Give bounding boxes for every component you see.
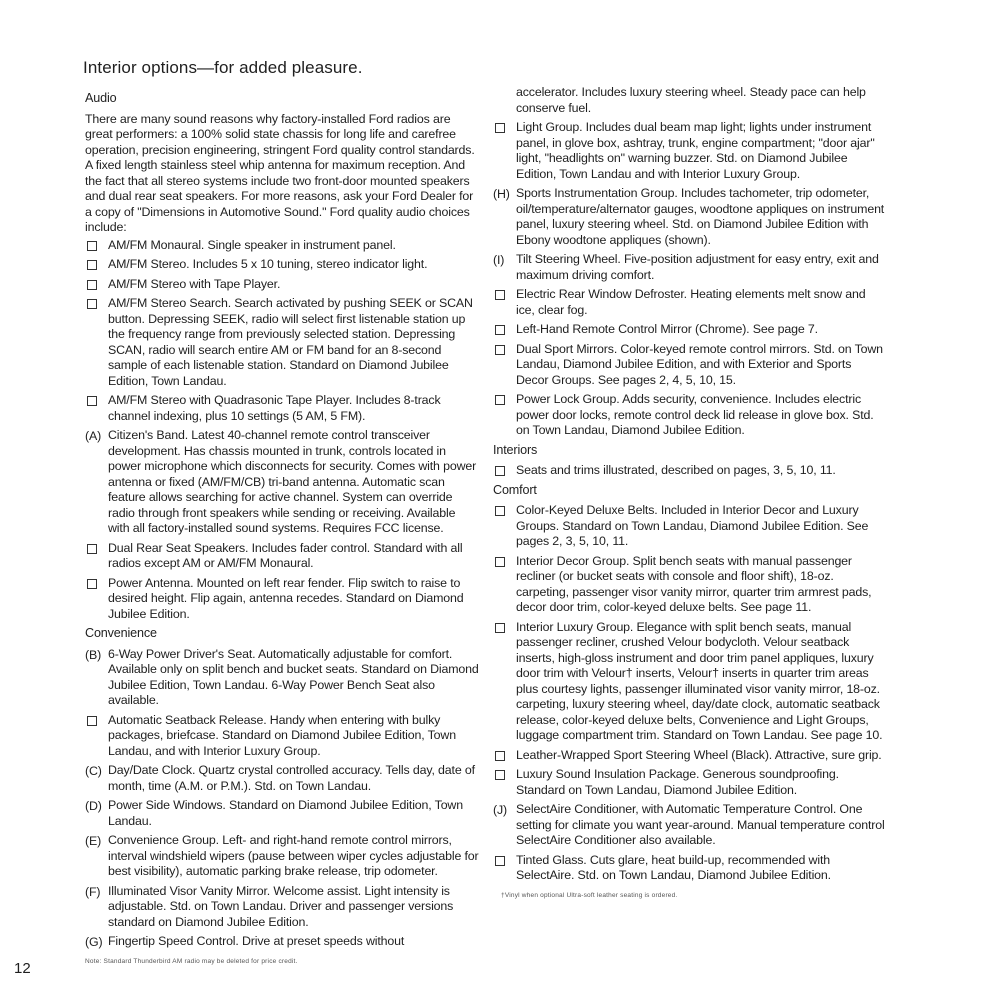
option-text: Convenience Group. Left- and right-hand remote control mirrors, interval windshield wipers (pause between wiper cycles adjustable for best visibility), automatic parking brake release, trip odometer. (108, 833, 479, 878)
option-text: Electric Rear Window Defroster. Heating elements melt snow and ice, clear fog. (516, 287, 866, 317)
option-letter: (C) (85, 764, 102, 778)
option-item (493, 252, 885, 283)
checkbox-icon (493, 393, 515, 410)
checkbox-square-icon (87, 241, 97, 251)
checkbox-square-icon (87, 716, 97, 726)
checkbox-icon (85, 714, 107, 731)
checkbox-icon (493, 504, 515, 521)
option-letter: (E) (85, 834, 102, 848)
option-text: Illuminated Visor Vanity Mirror. Welcome assist. Light intensity is adjustable. Std. on Town Landau. Driver and passenger versions standard on Diamond Jubilee Edition. (108, 883, 454, 929)
option-letter: (B) (85, 647, 102, 662)
option-item (85, 428, 480, 537)
option-letter: (G) (85, 935, 103, 949)
audio-heading: Audio (85, 91, 117, 105)
audio-list (85, 238, 480, 623)
checkbox-icon (493, 555, 515, 572)
checkbox-icon (493, 323, 515, 340)
checkbox-square-icon (87, 299, 97, 309)
checkbox-icon (493, 464, 515, 481)
page-title: Interior options—for added pleasure. (83, 58, 363, 77)
option-text: Fingertip Speed Control. Drive at preset speeds without (108, 934, 405, 948)
checkbox-square-icon (495, 506, 505, 516)
option-letter: (H) (493, 187, 510, 201)
convenience-heading: Convenience (85, 626, 157, 640)
checkbox-square-icon (495, 325, 505, 335)
checkbox-icon (85, 297, 107, 314)
option-text: Dual Sport Mirrors. Color-keyed remote control mirrors. Std. on Town Landau, Diamond Jubilee Edition, and with Exterior and Sports Decor Groups. See pages 2, 4, 5, 10, 15. (516, 341, 883, 387)
option-text: Leather-Wrapped Sport Steering Wheel (Black). Attractive, sure grip. (516, 747, 882, 762)
option-text: Power Antenna. Mounted on left rear fender. Flip switch to raise to desired height. Flip again, antenna recedes. Standard on Diamond Jubilee Edition. (108, 575, 464, 621)
option-letter: (F) (85, 884, 101, 899)
checkbox-square-icon (495, 770, 505, 780)
checkbox-square-icon (495, 290, 505, 300)
checkbox-square-icon (87, 280, 97, 290)
option-text: Power Side Windows. Standard on Diamond Jubilee Edition, Town Landau. (108, 798, 463, 828)
option-text: AM/FM Stereo. Includes 5 x 10 tuning, stereo indicator light. (108, 257, 428, 271)
convenience-list (85, 647, 480, 950)
option-item (493, 322, 885, 338)
option-item (85, 713, 480, 760)
continued-text: accelerator. Includes luxury steering wheel. Steady pace can help conserve fuel. (516, 85, 866, 115)
option-item (493, 802, 885, 849)
checkbox-square-icon (87, 544, 97, 554)
page-number: 12 (14, 960, 31, 977)
comfort-heading: Comfort (493, 482, 537, 497)
option-text: Color-Keyed Deluxe Belts. Included in Interior Decor and Luxury Groups. Standard on Town Landau, Diamond Jubilee Edition. See pages 2, 3, 5, 10, 11. (516, 503, 869, 548)
checkbox-icon (493, 621, 515, 638)
option-item (493, 342, 885, 389)
checkbox-square-icon (87, 579, 97, 589)
checkbox-square-icon (495, 123, 505, 133)
option-letter: (J) (493, 803, 507, 817)
audio-intro: There are many sound reasons why factory-installed Ford radios are great performers: a 100% solid state chassis for long life and carefree operation, precision engineering, stringent Ford quality control standards. A fixed length stainless steel whip antenna for maximum reception. And the fact that all stereo systems include two front-door mounted speakers and dual rear seat speakers. For more reasons, ask your Ford Dealer for a copy of "Dimensions in Automotive Sound." Ford quality audio choices include: (85, 111, 475, 234)
checkbox-icon (85, 542, 107, 559)
option-text: Tilt Steering Wheel. Five-position adjustment for easy entry, exit and maximum driving comfort. (516, 252, 879, 282)
option-text: Automatic Seatback Release. Handy when entering with bulky packages, briefcase. Standard on Diamond Jubilee Edition, Town Landau, and with Interior Luxury Group. (108, 712, 456, 758)
checkbox-icon (85, 394, 107, 411)
option-text: 6-Way Power Driver's Seat. Automatically adjustable for comfort. Available only on split bench and bucket seats. Standard on Diamond Jubilee Edition, Town Landau. 6-Way Power Bench Seat also available. (108, 646, 479, 707)
option-item (85, 576, 480, 623)
option-item (85, 238, 480, 254)
checkbox-square-icon (495, 345, 505, 355)
footnote-left: Note: Standard Thunderbird AM radio may be deleted for price credit. (85, 957, 298, 965)
option-item (493, 186, 885, 248)
option-text: Interior Luxury Group. Elegance with split bench seats, manual passenger recliner, crushed Velour bodycloth. Velour seatback inserts, high-gloss instrument and door trim panel appliques, luxury door trim with Velour† inserts, Velour† inserts in quarter trim areas plus courtesy lights, passenger illuminated visor vanity mirror, 18-oz. carpeting, luxury steering wheel, day/date clock, automatic seatback release, color-keyed deluxe belts, Convenience and Light Groups, luggage compartment trim. Standard on Town Landau. See page 10. (516, 619, 883, 742)
option-item (85, 541, 480, 572)
option-text: Power Lock Group. Adds security, convenience. Includes electric power door locks, remote control deck lid release in glove box. Std. on Town Landau, Diamond Jubilee Edition. (516, 392, 874, 437)
option-item (85, 798, 480, 829)
option-letter: (D) (85, 799, 102, 813)
interiors-heading: Interiors (493, 442, 538, 457)
option-item (493, 287, 885, 318)
interiors-list (493, 463, 885, 479)
checkbox-icon (493, 343, 515, 360)
checkbox-square-icon (495, 856, 505, 866)
checkbox-icon (493, 854, 515, 871)
checkbox-icon (85, 278, 107, 295)
checkbox-square-icon (495, 751, 505, 761)
checkbox-icon (85, 258, 107, 275)
checkbox-icon (493, 288, 515, 305)
option-text: Tinted Glass. Cuts glare, heat build-up, recommended with SelectAire. Std. on Town Landau, Diamond Jubilee Edition. (516, 852, 831, 882)
option-item (493, 503, 885, 550)
option-text: Luxury Sound Insulation Package. Generous soundproofing. Standard on Town Landau, Diamond Jubilee Edition. (516, 767, 839, 797)
option-item (493, 554, 885, 616)
convenience-list-continued (493, 120, 885, 439)
left-column (85, 86, 480, 969)
option-item (85, 257, 480, 273)
option-item (85, 277, 480, 293)
checkbox-icon (493, 768, 515, 785)
right-column (493, 85, 885, 903)
option-item (493, 120, 885, 182)
option-item (85, 647, 480, 709)
option-item (85, 833, 480, 880)
checkbox-icon (493, 121, 515, 138)
option-text: Seats and trims illustrated, described on pages, 3, 5, 10, 11. (516, 463, 836, 477)
option-letter: (I) (493, 253, 505, 267)
footnote-right: †Vinyl when optional Ultra-soft leather seating is ordered. (501, 891, 678, 899)
option-text: Citizen's Band. Latest 40-channel remote control transceiver development. Has chassis mounted in trunk, controls located in power microphone which disconnects for security. Comes with power antenna or fixed (AM/FM/CB) tri-band antenna. Automatic scan feature allows searching for active channel. System can override radio through front speakers while sending or receiving. Available with all factory-installed sound systems. Requires FCC license. (108, 428, 477, 535)
option-text: Dual Rear Seat Speakers. Includes fader control. Standard with all radios except AM or AM/FM Monaural. (108, 540, 463, 570)
option-text: Light Group. Includes dual beam map light; lights under instrument panel, in glove box, ashtray, trunk, engine compartment; "door ajar" light, "headlights on" warning buzzer. Std. on Diamond Jubilee Edition, Town Landau and with Interior Luxury Group. (516, 120, 875, 181)
checkbox-icon (85, 577, 107, 594)
option-text: SelectAire Conditioner, with Automatic Temperature Control. One setting for climate you want year-around. Manual temperature control SelectAire Conditioner also available. (516, 802, 885, 847)
option-item (493, 853, 885, 884)
checkbox-square-icon (495, 395, 505, 405)
checkbox-icon (85, 239, 107, 256)
option-item (85, 884, 480, 931)
option-item (493, 463, 885, 479)
checkbox-square-icon (87, 260, 97, 270)
checkbox-icon (493, 749, 515, 766)
option-text: Day/Date Clock. Quartz crystal controlled accuracy. Tells day, date of month, time (A.M. or P.M.). Std. on Town Landau. (108, 763, 475, 793)
option-text: AM/FM Stereo with Tape Player. (108, 276, 281, 291)
option-item (85, 934, 480, 950)
option-text: AM/FM Stereo Search. Search activated by pushing SEEK or SCAN button. Depressing SEEK, radio will select first listenable station up the frequency range from previously selected station. Depressing SCAN, radio will search entire AM or FM band for an 8-second sample of each listenable station. Standard on Diamond Jubilee Edition, Town Landau. (108, 296, 473, 388)
option-letter: (A) (85, 429, 102, 443)
option-item (85, 296, 480, 389)
option-item (85, 393, 480, 424)
option-text: Left-Hand Remote Control Mirror (Chrome). See page 7. (516, 322, 818, 336)
option-item (85, 763, 480, 794)
comfort-list (493, 503, 885, 884)
checkbox-square-icon (495, 557, 505, 567)
checkbox-square-icon (495, 623, 505, 633)
option-text: AM/FM Monaural. Single speaker in instrument panel. (108, 237, 396, 252)
option-item (493, 392, 885, 439)
option-item (493, 620, 885, 744)
checkbox-square-icon (495, 466, 505, 476)
option-item (493, 767, 885, 798)
option-text: Interior Decor Group. Split bench seats with manual passenger recliner (or bucket seats with console and floor shift), 18-oz. carpeting, passenger visor vanity mirror, quarter trim armrest pads, decor door trim, color-keyed deluxe belts. See page 11. (516, 553, 872, 614)
checkbox-square-icon (87, 396, 97, 406)
option-item (493, 748, 885, 764)
option-text: AM/FM Stereo with Quadrasonic Tape Player. Includes 8-track channel indexing, plus 10 settings (5 AM, 5 FM). (108, 393, 441, 423)
option-text: Sports Instrumentation Group. Includes tachometer, trip odometer, oil/temperature/alternator gauges, woodtone appliques on instrument panel, luxury steering wheel. Std. on Diamond Jubilee Edition with Ebony woodtone appliques (shown). (516, 186, 885, 247)
